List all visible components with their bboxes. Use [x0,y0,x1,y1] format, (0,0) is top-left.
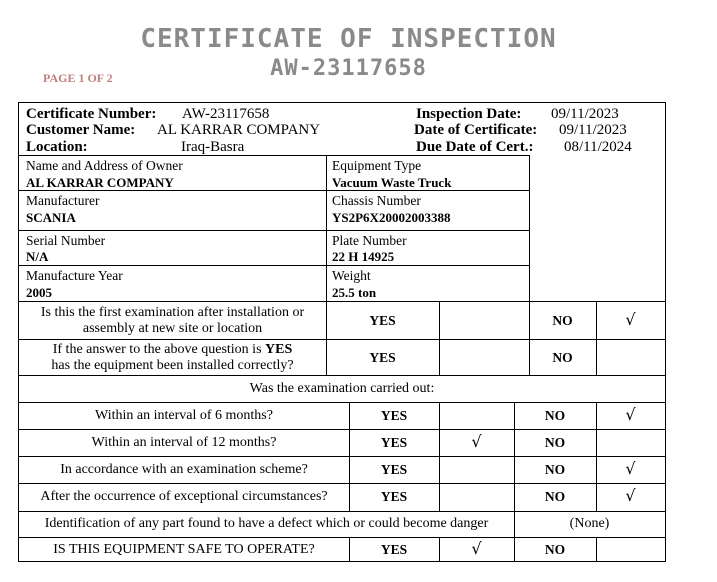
serial-value: N/A [26,249,49,264]
weight-value: 25.5 ton [332,285,377,300]
q6-yes-label: YES [380,489,408,504]
q8-no-label: NO [544,542,566,557]
manufacture-year-value: 2005 [26,285,52,300]
certificate-code-heading: AW-23117658 [270,56,427,81]
owner-label: Name and Address of Owner [26,158,183,173]
q1-no-check-icon: √ [625,310,636,329]
question-defect-identification: Identification of any part found to have a defect which or could become danger [44,516,489,531]
q1-no-label: NO [552,313,573,328]
due-date-label: Due Date of Cert.: [416,139,534,155]
customer-name-label: Customer Name: [26,122,136,138]
q6-no-check-icon: √ [625,486,636,505]
inspection-date-label: Inspection Date: [416,106,522,122]
certificate-table [18,102,666,562]
equipment-type-label: Equipment Type [332,158,422,173]
q3-no-check-icon: √ [625,405,636,424]
inspection-date-value: 09/11/2023 [551,106,619,122]
page-label: PAGE 1 OF 2 [43,71,113,85]
question-installed-correctly: If the answer to the above question is YES has the equipment been installed correctly? [51,342,294,373]
q2-no-label: NO [552,350,573,365]
examination-heading: Was the examination carried out: [249,381,435,396]
q6-no-label: NO [544,489,566,504]
q2-yes-label: YES [369,350,396,365]
location-label: Location: [26,139,88,155]
q5-no-label: NO [544,462,566,477]
due-date-value: 08/11/2024 [564,139,632,155]
question-6-months: Within an interval of 6 months? [95,408,273,423]
date-of-certificate-value: 09/11/2023 [559,122,627,138]
plate-label: Plate Number [332,233,407,248]
q3-no-label: NO [544,408,566,423]
manufacture-year-label: Manufacture Year [26,268,123,283]
q5-yes-label: YES [380,462,408,477]
chassis-label: Chassis Number [332,193,421,208]
location-value: Iraq-Basra [181,139,245,155]
q4-yes-check-icon: √ [471,432,482,451]
owner-value: AL KARRAR COMPANY [26,175,174,190]
manufacturer-value: SCANIA [26,210,76,225]
q4-yes-label: YES [380,435,408,450]
q8-yes-check-icon: √ [471,539,482,558]
q4-no-label: NO [544,435,566,450]
question-12-months: Within an interval of 12 months? [91,435,277,450]
date-of-certificate-label: Date of Certificate: [414,122,538,138]
manufacturer-label: Manufacturer [26,193,100,208]
certificate-title: CERTIFICATE OF INSPECTION [140,24,557,54]
certificate-number-label: Certificate Number: [26,106,157,122]
q8-yes-label: YES [380,542,408,557]
question-safe-to-operate: IS THIS EQUIPMENT SAFE TO OPERATE? [53,542,315,557]
serial-label: Serial Number [26,233,106,248]
q3-yes-label: YES [380,408,408,423]
question-first-examination: Is this the first examination after installation or assembly at new site or location [40,305,305,336]
question-exceptional-circumstances: After the occurrence of exceptional circumstances? [40,489,328,504]
defect-answer: (None) [569,516,610,531]
customer-name-value: AL KARRAR COMPANY [157,122,321,138]
chassis-value: YS2P6X20002003388 [332,210,451,225]
question-examination-scheme: In accordance with an examination scheme? [60,462,308,477]
plate-value: 22 H 14925 [332,249,395,264]
q5-no-check-icon: √ [625,459,636,478]
weight-label: Weight [332,268,371,283]
certificate-number-value: AW-23117658 [182,106,270,122]
q1-yes-label: YES [369,313,396,328]
equipment-type-value: Vacuum Waste Truck [332,175,452,190]
